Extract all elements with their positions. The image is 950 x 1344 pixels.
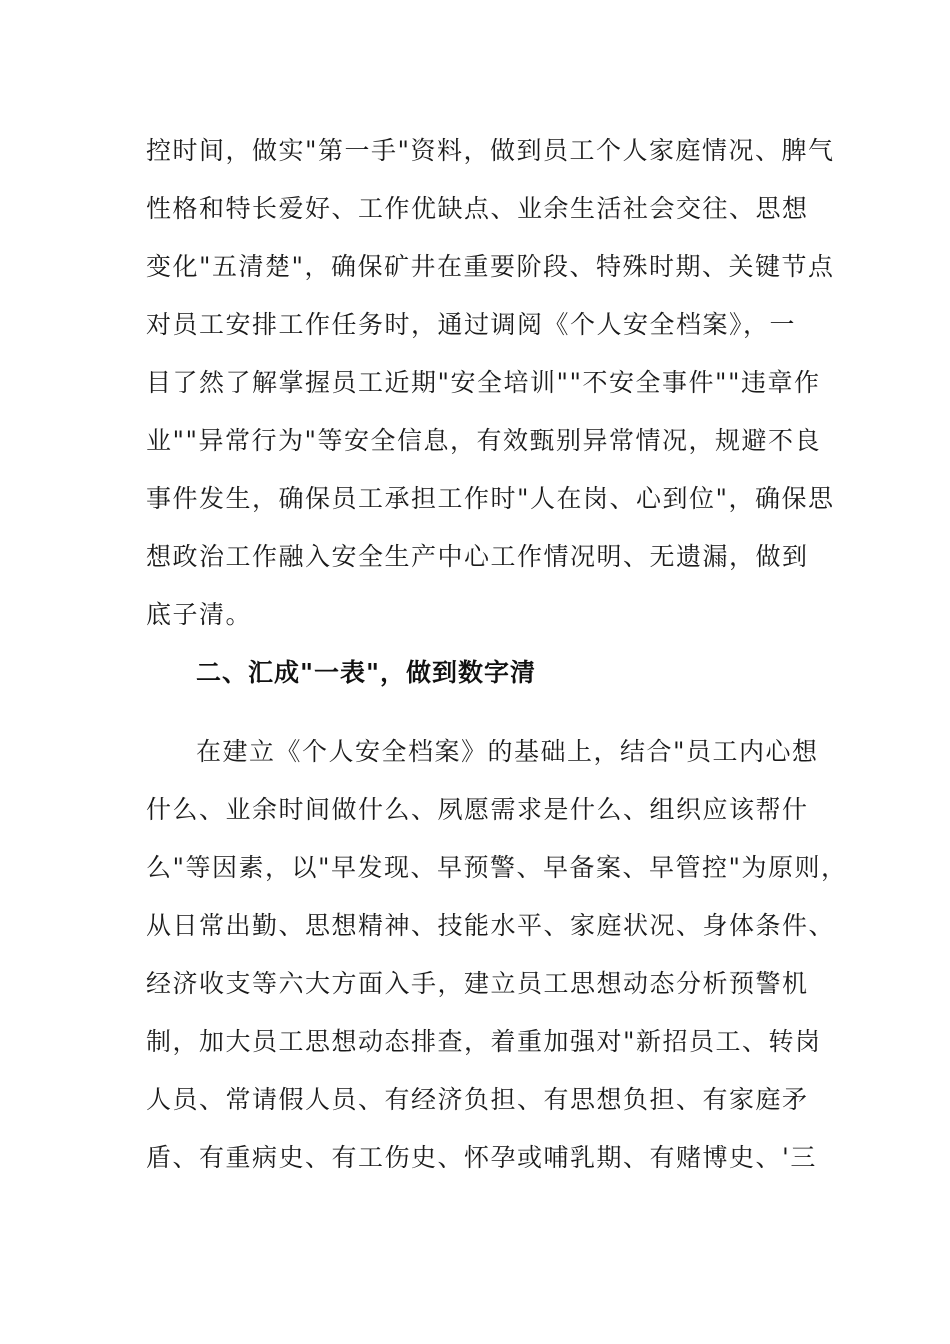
paragraph-1-line: 对员工安排工作任务时，通过调阅《个人安全档案》，一 — [146, 310, 797, 339]
paragraph-2-line: 在建立《个人安全档案》的基础上，结合"员工内心想 — [196, 737, 819, 766]
paragraph-1-line: 业""异常行为"等安全信息，有效甄别异常情况，规避不良 — [146, 426, 821, 455]
paragraph-2-line: 么"等因素，以"早发现、早预警、早备案、早管控"为原则， — [146, 853, 848, 882]
paragraph-1-line: 想政治工作融入安全生产中心工作情况明、无遗漏，做到 — [146, 542, 809, 571]
paragraph-2-line: 经济收支等六大方面入手，建立员工思想动态分析预警机 — [146, 969, 809, 998]
paragraph-1-line: 底子清。 — [146, 600, 253, 629]
paragraph-2-line: 盾、有重病史、有工伤史、怀孕或哺乳期、有赌博史、'三 — [146, 1143, 817, 1172]
paragraph-1-line: 目了然了解掌握员工近期"安全培训""不安全事件""违章作 — [146, 368, 821, 397]
paragraph-2-line: 制，加大员工思想动态排查，着重加强对"新招员工、转岗 — [146, 1027, 822, 1056]
section-heading: 二、汇成"一表"，做到数字清 — [196, 658, 537, 687]
paragraph-1-line: 性格和特长爱好、工作优缺点、业余生活社会交往、思想 — [146, 194, 809, 223]
paragraph-2-line: 从日常出勤、思想精神、技能水平、家庭状况、身体条件、 — [146, 911, 836, 940]
paragraph-2-line: 人员、常请假人员、有经济负担、有思想负担、有家庭矛 — [146, 1085, 809, 1114]
paragraph-1-line: 变化"五清楚"，确保矿井在重要阶段、特殊时期、关键节点 — [146, 252, 835, 281]
paragraph-1-line: 事件发生，确保员工承担工作时"人在岗、心到位"，确保思 — [146, 484, 835, 513]
paragraph-2-line: 什么、业余时间做什么、夙愿需求是什么、组织应该帮什 — [146, 795, 809, 824]
paragraph-1-line: 控时间，做实"第一手"资料，做到员工个人家庭情况、脾气 — [146, 136, 835, 165]
